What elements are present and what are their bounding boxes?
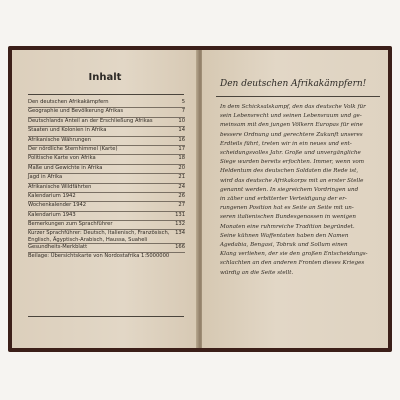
contents-entry-page: 18 bbox=[178, 155, 185, 162]
contents-bottom-rule bbox=[28, 316, 184, 317]
contents-entry-page: 166 bbox=[175, 244, 185, 251]
contents-entry-page: 24 bbox=[178, 183, 185, 190]
contents-entry-title: Afrikanische Wildfährten bbox=[28, 183, 92, 190]
contents-entry-page: 26 bbox=[178, 192, 185, 199]
contents-entry bbox=[28, 253, 185, 261]
contents-top-rule bbox=[28, 94, 184, 95]
contents-entry-title: Maße und Gewichte in Afrika bbox=[28, 164, 103, 171]
contents-entry bbox=[28, 118, 185, 127]
contents-entry-page: 27 bbox=[178, 202, 185, 209]
dedication-body: In dem Schicksalskampf, den das deutsche Volk für sein Lebensrecht und seinen Lebensraum und ge- meinsam mit den jungen Völkern Europas für eine bessere Ordnung und gerechtere Zukunft unseres Erdteils führt, treten wir in ein neues und ent- scheidungsvolles Jahr. Große und unvergängliche Siege wurden bereits erfochten. Immer, wenn vom Heldentum des deutschen Soldaten die Rede ist, wird das deutsche Afrikakorps mit an erster Stelle genannt werden. In siegreichem Vordringen und in zäher und erbitterter Verteidigung der er- rungenen Position hat es Seite an Seite mit un- seren italienischen Bundesgenossen in wenigen Monaten eine ruhmreiche Tradition begründet. Seine kühnen Waffentaten haben den Namen Agedabia, Bengasi, Tobruk und Sollum einen Klang verliehen, der sie den großen Entscheidungs- schlachten an den anderen Fronten dieses Krieges würdig an die Seite stellt. bbox=[220, 104, 368, 276]
contents-entry bbox=[28, 137, 185, 146]
contents-entry-title: Kalendarium 1943 bbox=[28, 211, 76, 218]
contents-entry-page: 10 bbox=[178, 117, 185, 124]
contents-entry-title: Geographie und Bevölkerung Afrikas bbox=[28, 108, 124, 115]
contents-entry bbox=[28, 99, 185, 108]
contents-entry bbox=[28, 193, 185, 202]
contents-entry-title: Deutschlands Anteil an der Erschließung Afrikas bbox=[28, 117, 153, 124]
contents-list bbox=[28, 99, 185, 262]
contents-entry bbox=[28, 174, 185, 183]
contents-entry-page: 7 bbox=[181, 108, 185, 115]
contents-entry-title: Gesundheits-Merkblatt bbox=[28, 244, 88, 251]
contents-entry bbox=[28, 212, 185, 221]
contents-entry-page: 17 bbox=[178, 145, 185, 152]
contents-title: Inhalt bbox=[88, 72, 122, 83]
contents-entry-page: 21 bbox=[178, 174, 185, 181]
contents-entry-title: Staaten und Kolonien in Afrika bbox=[28, 127, 107, 134]
dedication-rule bbox=[216, 96, 380, 97]
contents-entry-page: 14 bbox=[178, 127, 185, 134]
contents-entry-title: Kurzer Sprachführer: Deutsch, Italienisch, Französisch, Englisch, Ägyptisch-Arabisch, Haussa, Suaheli bbox=[28, 230, 170, 243]
contents-entry-title: Wochenkalender 1942 bbox=[28, 202, 87, 209]
right-page-dedication bbox=[202, 50, 388, 348]
contents-entry bbox=[28, 230, 185, 244]
contents-entry-title: Beilage: Übersichtskarte von Nordostafrika 1:5000000 bbox=[28, 253, 170, 260]
contents-entry-title: Bemerkungen zum Sprachführer bbox=[28, 221, 113, 228]
contents-entry-title: Kalendarium 1942 bbox=[28, 192, 76, 199]
left-page-contents bbox=[12, 50, 198, 348]
contents-entry-page: 134 bbox=[175, 230, 185, 237]
contents-entry-page: 16 bbox=[178, 136, 185, 143]
contents-entry-title: Afrikanische Währungen bbox=[28, 136, 92, 143]
contents-entry-title: Politische Karte von Afrika bbox=[28, 155, 96, 162]
contents-entry-page: 20 bbox=[178, 164, 185, 171]
contents-entry bbox=[28, 146, 185, 155]
contents-entry-page: 132 bbox=[175, 221, 185, 228]
contents-entry-page: 5 bbox=[181, 99, 185, 105]
contents-entry bbox=[28, 108, 185, 117]
contents-entry-title: Jagd in Afrika bbox=[28, 174, 63, 181]
contents-entry bbox=[28, 155, 185, 164]
contents-entry bbox=[28, 221, 185, 230]
contents-entry-page: 131 bbox=[175, 211, 185, 218]
dedication-title: Den deutschen Afrikakämpfern! bbox=[220, 79, 367, 89]
contents-entry-title: Der nördliche Sternhimmel (Karte) bbox=[28, 145, 118, 152]
contents-entry bbox=[28, 127, 185, 136]
contents-entry bbox=[28, 202, 185, 211]
contents-entry bbox=[28, 165, 185, 174]
contents-entry-title: Den deutschen Afrikakämpfern bbox=[28, 99, 109, 105]
contents-entry bbox=[28, 184, 185, 193]
